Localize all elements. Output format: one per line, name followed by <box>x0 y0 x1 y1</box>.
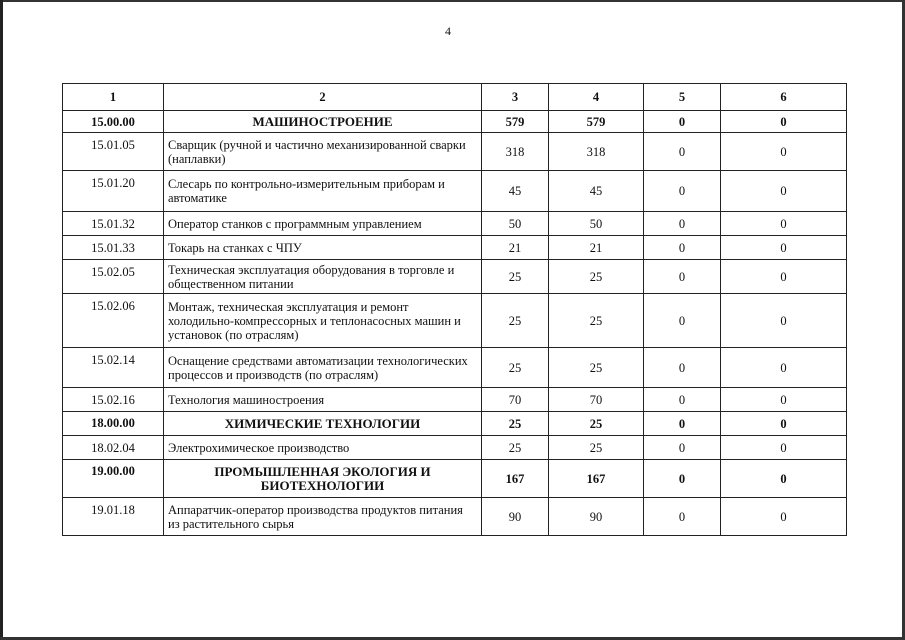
code-cell: 19.00.00 <box>63 460 164 498</box>
count-cell: 0 <box>721 212 847 236</box>
name-cell: Аппаратчик-оператор производства продуктов питания из растительного сырья <box>164 498 482 536</box>
section-row <box>63 412 847 436</box>
code-cell: 18.02.04 <box>63 436 164 460</box>
count-cell: 0 <box>721 412 847 436</box>
count-cell: 25 <box>482 412 549 436</box>
count-cell: 0 <box>721 498 847 536</box>
count-cell: 0 <box>644 260 721 294</box>
count-cell: 318 <box>482 133 549 171</box>
code-cell: 15.02.05 <box>63 260 164 294</box>
name-cell: ПРОМЫШЛЕННАЯ ЭКОЛОГИЯ И БИОТЕХНОЛОГИИ <box>164 460 482 498</box>
code-cell: 15.00.00 <box>63 111 164 133</box>
count-cell: 579 <box>549 111 644 133</box>
table-row <box>63 212 847 236</box>
count-cell: 25 <box>482 436 549 460</box>
name-cell: Технология машиностроения <box>164 388 482 412</box>
count-cell: 21 <box>549 236 644 260</box>
count-cell: 25 <box>549 436 644 460</box>
count-cell: 0 <box>644 133 721 171</box>
table-row <box>63 348 847 388</box>
table-row <box>63 133 847 171</box>
name-cell: Токарь на станках с ЧПУ <box>164 236 482 260</box>
count-cell: 0 <box>644 498 721 536</box>
count-cell: 167 <box>549 460 644 498</box>
count-cell: 21 <box>482 236 549 260</box>
count-cell: 0 <box>721 460 847 498</box>
count-cell: 0 <box>721 171 847 212</box>
count-cell: 0 <box>644 294 721 348</box>
table-row <box>63 294 847 348</box>
count-cell: 50 <box>549 212 644 236</box>
count-cell: 90 <box>482 498 549 536</box>
count-cell: 0 <box>721 236 847 260</box>
count-cell: 90 <box>549 498 644 536</box>
count-cell: 25 <box>549 412 644 436</box>
name-cell: Оператор станков с программным управлением <box>164 212 482 236</box>
count-cell: 70 <box>482 388 549 412</box>
name-cell: Монтаж, техническая эксплуатация и ремонт холодильно-компрессорных и теплонасосных машин и установок (по отраслям) <box>164 294 482 348</box>
count-cell: 0 <box>721 111 847 133</box>
code-cell: 15.02.16 <box>63 388 164 412</box>
count-cell: 0 <box>644 212 721 236</box>
code-cell: 18.00.00 <box>63 412 164 436</box>
count-cell: 167 <box>482 460 549 498</box>
name-cell: Техническая эксплуатация оборудования в торговле и общественном питании <box>164 260 482 294</box>
count-cell: 0 <box>644 348 721 388</box>
count-cell: 25 <box>549 348 644 388</box>
table-row <box>63 436 847 460</box>
count-cell: 0 <box>721 436 847 460</box>
count-cell: 0 <box>644 236 721 260</box>
name-cell: Слесарь по контрольно-измерительным приборам и автоматике <box>164 171 482 212</box>
count-cell: 0 <box>721 133 847 171</box>
count-cell: 0 <box>644 460 721 498</box>
table-row <box>63 388 847 412</box>
count-cell: 0 <box>721 348 847 388</box>
name-cell: Оснащение средствами автоматизации технологических процессов и производств (по отраслям) <box>164 348 482 388</box>
header-cell: 4 <box>549 84 644 111</box>
count-cell: 318 <box>549 133 644 171</box>
scan-top-edge <box>0 0 905 2</box>
scan-left-edge <box>0 0 3 640</box>
name-cell: МАШИНОСТРОЕНИЕ <box>164 111 482 133</box>
count-cell: 0 <box>644 171 721 212</box>
code-cell: 15.01.32 <box>63 212 164 236</box>
count-cell: 25 <box>549 294 644 348</box>
count-cell: 0 <box>721 260 847 294</box>
count-cell: 0 <box>644 412 721 436</box>
page-number: 4 <box>445 24 451 38</box>
header-cell: 2 <box>164 84 482 111</box>
code-cell: 15.01.33 <box>63 236 164 260</box>
table-row <box>63 171 847 212</box>
count-cell: 0 <box>721 294 847 348</box>
header-cell: 5 <box>644 84 721 111</box>
table-row <box>63 498 847 536</box>
header-cell: 3 <box>482 84 549 111</box>
header-cell: 1 <box>63 84 164 111</box>
section-row <box>63 111 847 133</box>
table-row <box>63 260 847 294</box>
count-cell: 0 <box>721 388 847 412</box>
code-cell: 15.02.06 <box>63 294 164 348</box>
name-cell: Электрохимическое производство <box>164 436 482 460</box>
count-cell: 25 <box>482 294 549 348</box>
code-cell: 15.01.05 <box>63 133 164 171</box>
count-cell: 25 <box>482 260 549 294</box>
section-row <box>63 460 847 498</box>
code-cell: 15.01.20 <box>63 171 164 212</box>
count-cell: 45 <box>482 171 549 212</box>
count-cell: 70 <box>549 388 644 412</box>
count-cell: 50 <box>482 212 549 236</box>
table-row <box>63 236 847 260</box>
count-cell: 25 <box>482 348 549 388</box>
count-cell: 25 <box>549 260 644 294</box>
count-cell: 45 <box>549 171 644 212</box>
specialties-table <box>62 83 847 536</box>
count-cell: 0 <box>644 388 721 412</box>
count-cell: 579 <box>482 111 549 133</box>
code-cell: 19.01.18 <box>63 498 164 536</box>
count-cell: 0 <box>644 436 721 460</box>
count-cell: 0 <box>644 111 721 133</box>
table-header-row <box>63 84 847 111</box>
name-cell: Сварщик (ручной и частично механизированной сварки (наплавки) <box>164 133 482 171</box>
header-cell: 6 <box>721 84 847 111</box>
code-cell: 15.02.14 <box>63 348 164 388</box>
name-cell: ХИМИЧЕСКИЕ ТЕХНОЛОГИИ <box>164 412 482 436</box>
